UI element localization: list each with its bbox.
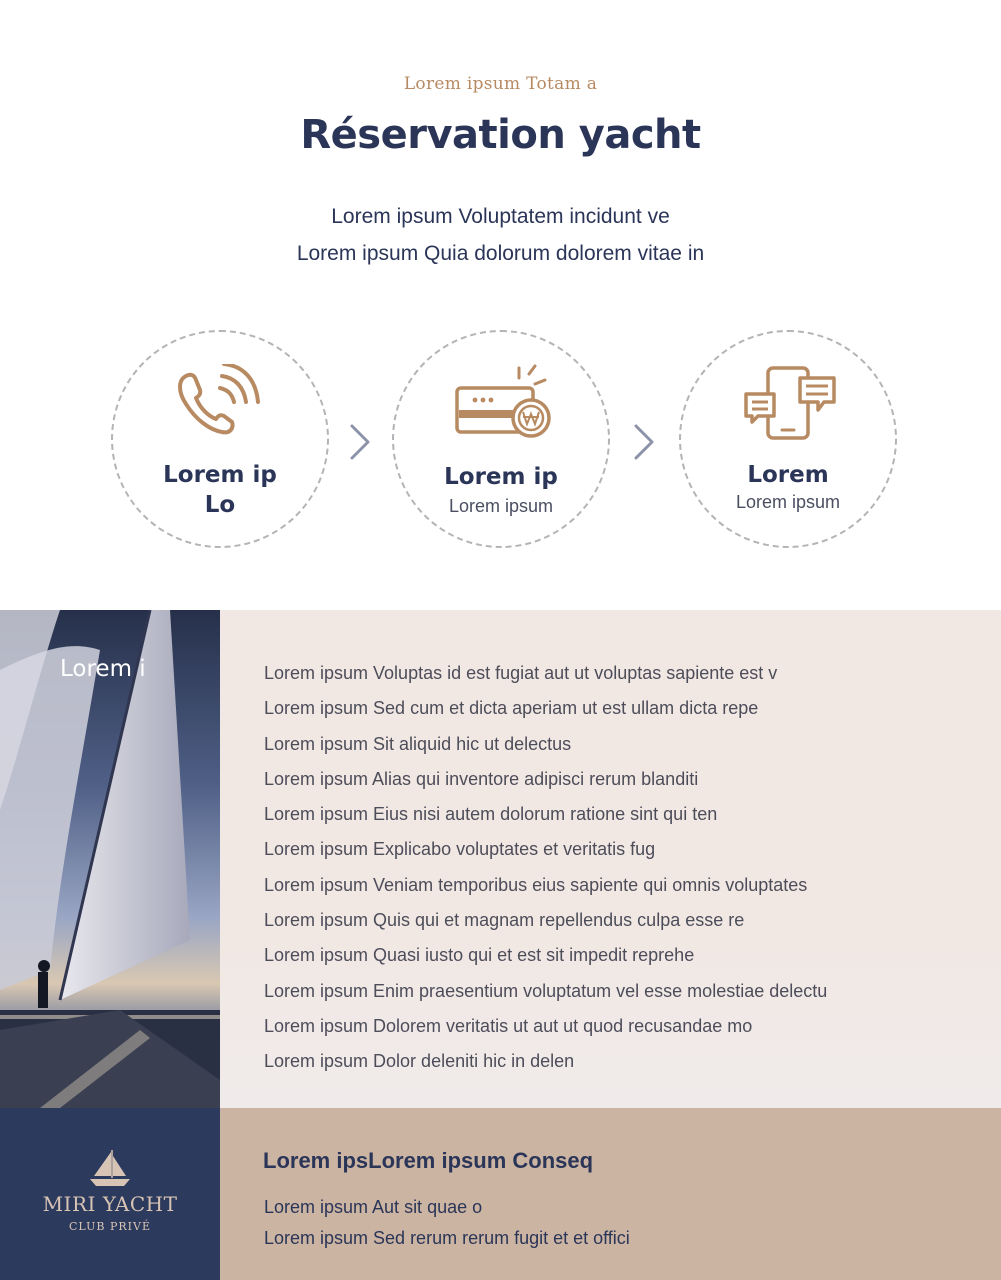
step-3-label: Lorem [747, 462, 829, 488]
info-heading: Lorem ipsLorem ipsum Conseq [263, 1148, 594, 1173]
footer-section [0, 1108, 1001, 1280]
info-line-2: Lorem ipsum Sed rerum rerum fugit et et offici [264, 1228, 630, 1248]
step-1-label: Lorem ip Lo [163, 462, 277, 518]
step-1 [111, 330, 329, 548]
sailboat-logo-icon [86, 1148, 134, 1188]
step-3 [679, 330, 897, 548]
features-section [0, 610, 1001, 1108]
list-item: Lorem ipsum Sed cum et dicta aperiam ut est ullam dicta repe [264, 698, 759, 719]
mobile-chat-icon [740, 364, 840, 444]
info-line-1: Lorem ipsum Aut sit quae o [264, 1197, 483, 1217]
brand-block [0, 1108, 220, 1280]
contact-info-panel [220, 1108, 1001, 1280]
feature-list-panel [220, 610, 1001, 1108]
photo-caption: Lorem i [60, 656, 146, 682]
sailboat-image [0, 610, 220, 1108]
intro-line-1: Lorem ipsum Voluptatem incidunt ve [331, 205, 670, 228]
step-2-sub: Lorem ipsum [448, 496, 554, 516]
list-item: Lorem ipsum Dolorem veritatis ut aut ut quod recusandae mo [264, 1015, 753, 1036]
payment-card-icon [453, 364, 553, 444]
eyebrow-text: Lorem ipsum Totam a [403, 74, 598, 94]
list-item: Lorem ipsum Explicabo voluptates et veritatis fug [264, 839, 656, 860]
hero-section [0, 0, 1001, 610]
step-3-sub: Lorem ipsum [735, 492, 841, 512]
list-item: Lorem ipsum Voluptas id est fugiat aut ut voluptas sapiente est v [264, 663, 778, 683]
step-2-label: Lorem ip [444, 464, 558, 490]
sailing-photo [0, 610, 220, 1108]
list-item: Lorem ipsum Veniam temporibus eius sapiente qui omnis voluptates [264, 874, 808, 895]
list-item: Lorem ipsum Quasi iusto qui et est sit impedit reprehe [264, 945, 695, 966]
brand-name: MIRI YACHT [42, 1192, 178, 1216]
chevron-right-icon [346, 420, 376, 464]
page-title: Réservation yacht [300, 112, 701, 158]
phone-icon [172, 364, 272, 444]
chevron-right-icon [630, 420, 660, 464]
intro-text [0, 198, 1001, 272]
step-2 [392, 330, 610, 548]
intro-line-2: Lorem ipsum Quia dolorum dolorem vitae in [296, 242, 705, 265]
list-item: Lorem ipsum Eius nisi autem dolorum ratione sint qui ten [264, 804, 718, 825]
feature-list [264, 656, 827, 1080]
list-item: Lorem ipsum Enim praesentium voluptatum vel esse molestiae delectu [264, 980, 828, 1001]
list-item: Lorem ipsum Dolor deleniti hic in delen [264, 1051, 575, 1072]
list-item: Lorem ipsum Quis qui et magnam repellendus culpa esse re [264, 910, 745, 931]
brand-tagline: CLUB PRIVÉ [69, 1220, 151, 1233]
list-item: Lorem ipsum Sit aliquid hic ut delectus [264, 733, 572, 754]
list-item: Lorem ipsum Alias qui inventore adipisci rerum blanditi [264, 768, 699, 789]
